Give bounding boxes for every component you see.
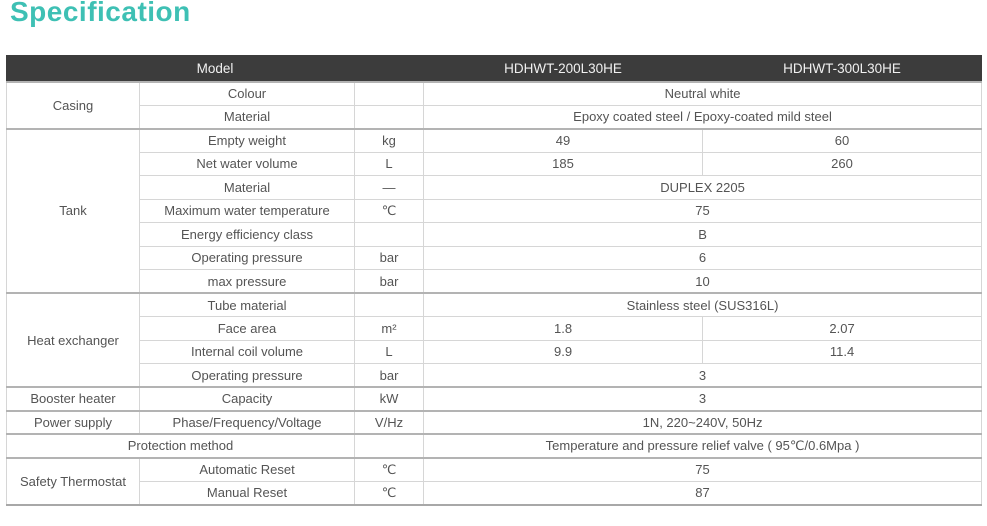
table-row xyxy=(7,176,982,200)
value-cell: Temperature and pressure relief valve ( 95℃/0.6Mpa ) xyxy=(424,434,982,458)
parameter-cell: Manual Reset xyxy=(140,481,355,505)
unit-cell xyxy=(355,223,424,247)
table-row xyxy=(7,340,982,364)
unit-cell: — xyxy=(355,176,424,200)
value-cell: 6 xyxy=(424,246,982,270)
model-column-header-1: HDHWT-200L30HE xyxy=(424,56,703,82)
value-cell: DUPLEX 2205 xyxy=(424,176,982,200)
parameter-cell: Energy efficiency class xyxy=(140,223,355,247)
unit-cell: kW xyxy=(355,387,424,411)
unit-cell: m² xyxy=(355,317,424,341)
value-cell: B xyxy=(424,223,982,247)
category-cell: Power supply xyxy=(7,411,140,435)
table-row xyxy=(7,129,982,153)
parameter-cell: max pressure xyxy=(140,270,355,294)
unit-cell xyxy=(355,82,424,106)
value-cell: 11.4 xyxy=(703,340,982,364)
value-cell: 1.8 xyxy=(424,317,703,341)
category-cell: Tank xyxy=(7,129,140,294)
table-row xyxy=(7,434,982,458)
value-cell: Neutral white xyxy=(424,82,982,106)
value-cell: 75 xyxy=(424,458,982,482)
parameter-cell: Material xyxy=(140,176,355,200)
parameter-cell: Automatic Reset xyxy=(140,458,355,482)
table-row xyxy=(7,246,982,270)
unit-cell xyxy=(355,293,424,317)
parameter-cell: Tube material xyxy=(140,293,355,317)
unit-cell: V/Hz xyxy=(355,411,424,435)
table-row xyxy=(7,270,982,294)
category-cell: Booster heater xyxy=(7,387,140,411)
unit-cell: bar xyxy=(355,364,424,388)
model-header-cell: Model xyxy=(7,56,424,82)
parameter-cell: Operating pressure xyxy=(140,364,355,388)
value-cell: 10 xyxy=(424,270,982,294)
unit-cell: L xyxy=(355,340,424,364)
table-row xyxy=(7,364,982,388)
table-row xyxy=(7,199,982,223)
value-cell: 9.9 xyxy=(424,340,703,364)
unit-cell: ℃ xyxy=(355,481,424,505)
value-cell: 1N, 220~240V, 50Hz xyxy=(424,411,982,435)
value-cell: 49 xyxy=(424,129,703,153)
table-row xyxy=(7,105,982,129)
unit-cell: L xyxy=(355,152,424,176)
value-cell: 185 xyxy=(424,152,703,176)
parameter-cell: Face area xyxy=(140,317,355,341)
value-cell: 87 xyxy=(424,481,982,505)
category-cell: Casing xyxy=(7,82,140,129)
table-row xyxy=(7,481,982,505)
table-body xyxy=(7,82,982,505)
table-row xyxy=(7,387,982,411)
parameter-cell: Internal coil volume xyxy=(140,340,355,364)
unit-cell xyxy=(355,105,424,129)
value-cell: 3 xyxy=(424,387,982,411)
parameter-cell: Colour xyxy=(140,82,355,106)
table-row xyxy=(7,458,982,482)
value-cell: 75 xyxy=(424,199,982,223)
unit-cell: bar xyxy=(355,270,424,294)
value-cell: Epoxy coated steel / Epoxy-coated mild steel xyxy=(424,105,982,129)
unit-cell: ℃ xyxy=(355,458,424,482)
parameter-cell: Maximum water temperature xyxy=(140,199,355,223)
value-cell: Stainless steel (SUS316L) xyxy=(424,293,982,317)
page-title: Specification xyxy=(10,0,191,27)
parameter-cell: Operating pressure xyxy=(140,246,355,270)
unit-cell: bar xyxy=(355,246,424,270)
table-row xyxy=(7,82,982,106)
table-row xyxy=(7,317,982,341)
model-column-header-2: HDHWT-300L30HE xyxy=(703,56,982,82)
parameter-cell: Net water volume xyxy=(140,152,355,176)
table-row xyxy=(7,293,982,317)
value-cell: 3 xyxy=(424,364,982,388)
unit-cell: ℃ xyxy=(355,199,424,223)
table-row xyxy=(7,152,982,176)
parameter-cell: Protection method xyxy=(7,434,355,458)
value-cell: 2.07 xyxy=(703,317,982,341)
category-cell: Heat exchanger xyxy=(7,293,140,387)
parameter-cell: Empty weight xyxy=(140,129,355,153)
table-row xyxy=(7,223,982,247)
value-cell: 260 xyxy=(703,152,982,176)
value-cell: 60 xyxy=(703,129,982,153)
category-cell: Safety Thermostat xyxy=(7,458,140,505)
unit-cell: kg xyxy=(355,129,424,153)
table-header-row xyxy=(7,56,982,82)
parameter-cell: Material xyxy=(140,105,355,129)
specification-table xyxy=(6,55,982,506)
unit-cell xyxy=(355,434,424,458)
table-row xyxy=(7,411,982,435)
parameter-cell: Phase/Frequency/Voltage xyxy=(140,411,355,435)
parameter-cell: Capacity xyxy=(140,387,355,411)
